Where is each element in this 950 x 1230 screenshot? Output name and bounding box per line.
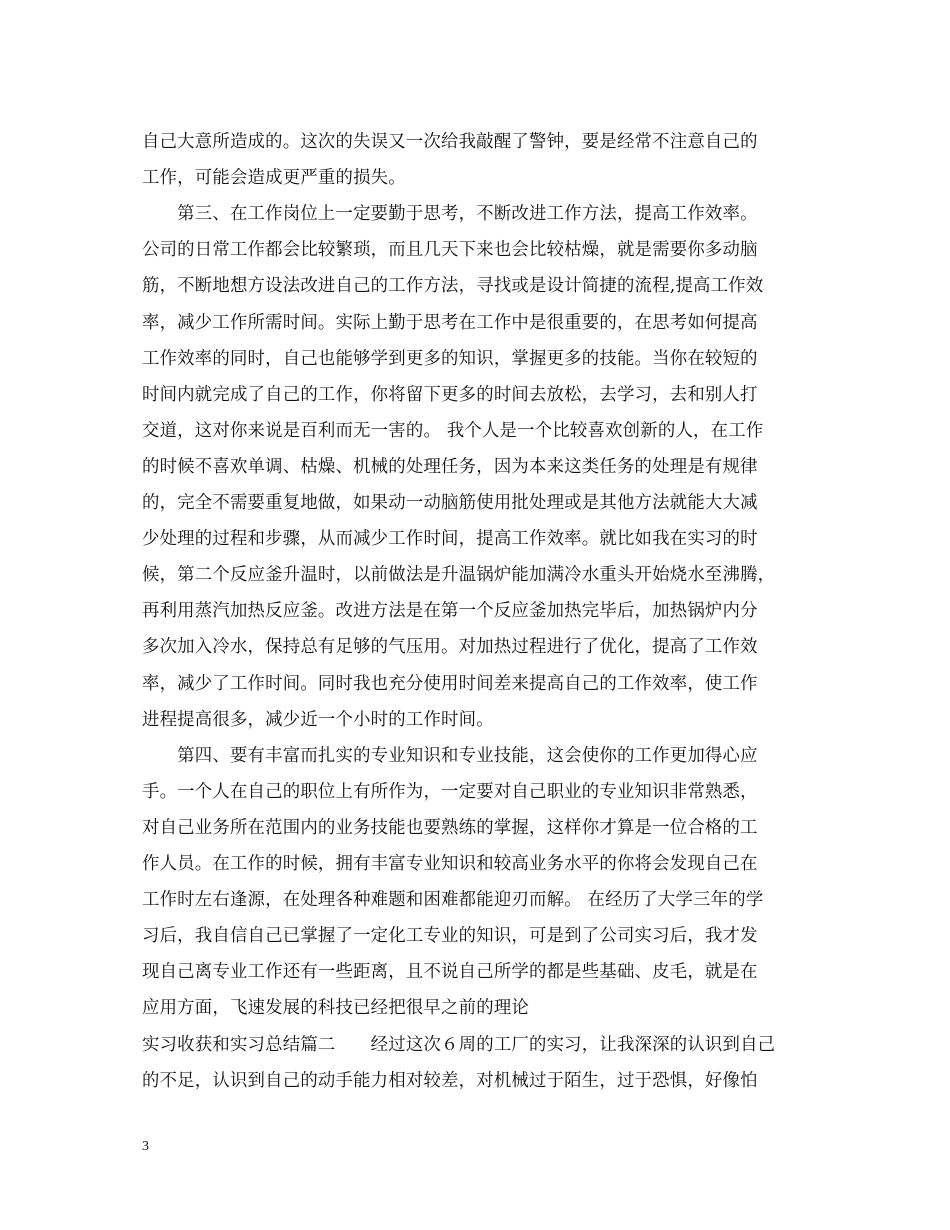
- text-line: 第三、在工作岗位上一定要勤于思考，不断改进工作方法，提高工作效率。: [142, 204, 758, 225]
- text-line: 候，第二个反应釜升温时，以前做法是升温锅炉能加满冷水重头开始烧水至沸腾，: [142, 565, 776, 586]
- page-number: 3: [142, 1139, 149, 1154]
- text-line: 筋，不断地想方设法改进自己的工作方法，寻找或是设计简捷的流程,提高工作效: [142, 276, 764, 297]
- text-line: 多次加入冷水，保持总有足够的气压用。对加热过程进行了优化，提高了工作效: [142, 637, 758, 658]
- text-line: 应用方面，飞速发展的科技已经把很早之前的理论: [142, 998, 529, 1019]
- text-line: 第四、要有丰富而扎实的专业知识和专业技能，这会使你的工作更加得心应: [142, 745, 758, 766]
- text-line: 现自己离专业工作还有一些距离，且不说自己所学的都是些基础、皮毛，就是在: [142, 962, 758, 983]
- text-line: 工作，可能会造成更严重的损失。: [142, 168, 406, 189]
- text-line: 实习收获和实习总结篇二 经过这次６周的工厂的实习，让我深深的认识到自己: [142, 1034, 776, 1055]
- text-line: 率，减少了工作时间。同时我也充分使用时间差来提高自己的工作效率，使工作: [142, 673, 758, 694]
- text-line: 的不足，认识到自己的动手能力相对较差，对机械过于陌生，过于恐惧，好像怕: [142, 1070, 758, 1091]
- text-line: 进程提高很多，减少近一个小时的工作时间。: [142, 709, 494, 730]
- text-line: 交道，这对你来说是百利而无一害的。 我个人是一个比较喜欢创新的人，在工作: [142, 420, 764, 441]
- text-line: 率，减少工作所需时间。实际上勤于思考在工作中是很重要的，在思考如何提高: [142, 312, 758, 333]
- text-line: 对自己业务所在范围内的业务技能也要熟练的掌握，这样你才算是一位合格的工: [142, 817, 758, 838]
- text-line: 再利用蒸汽加热反应釜。改进方法是在第一个反应釜加热完毕后，加热锅炉内分: [142, 601, 758, 622]
- text-line: 手。一个人在自己的职位上有所作为，一定要对自己职业的专业知识非常熟悉，: [142, 781, 758, 802]
- text-line: 工作效率的同时，自己也能够学到更多的知识，掌握更多的技能。当你在较短的: [142, 348, 758, 369]
- text-line: 的时候不喜欢单调、枯燥、机械的处理任务，因为本来这类任务的处理是有规律: [142, 456, 758, 477]
- text-line: 自己大意所造成的。这次的失误又一次给我敲醒了警钟，要是经常不注意自己的: [142, 132, 758, 152]
- text-line: 的，完全不需要重复地做，如果动一动脑筋使用批处理或是其他方法就能大大减: [142, 493, 758, 513]
- text-line: 时间内就完成了自己的工作，你将留下更多的时间去放松，去学习，去和别人打: [142, 384, 758, 405]
- text-line: 少处理的过程和步骤，从而减少工作时间，提高工作效率。就比如我在实习的时: [142, 529, 758, 550]
- text-line: 工作时左右逢源，在处理各种难题和困难都能迎刃而解。 在经历了大学三年的学: [142, 890, 764, 911]
- text-line: 公司的日常工作都会比较繁琐，而且几天下来也会比较枯燥，就是需要你多动脑: [142, 240, 758, 261]
- text-line: 作人员。在工作的时候，拥有丰富专业知识和较高业务水平的你将会发现自己在: [142, 854, 758, 874]
- text-line: 习后，我自信自己已掌握了一定化工专业的知识，可是到了公司实习后，我才发: [142, 926, 758, 947]
